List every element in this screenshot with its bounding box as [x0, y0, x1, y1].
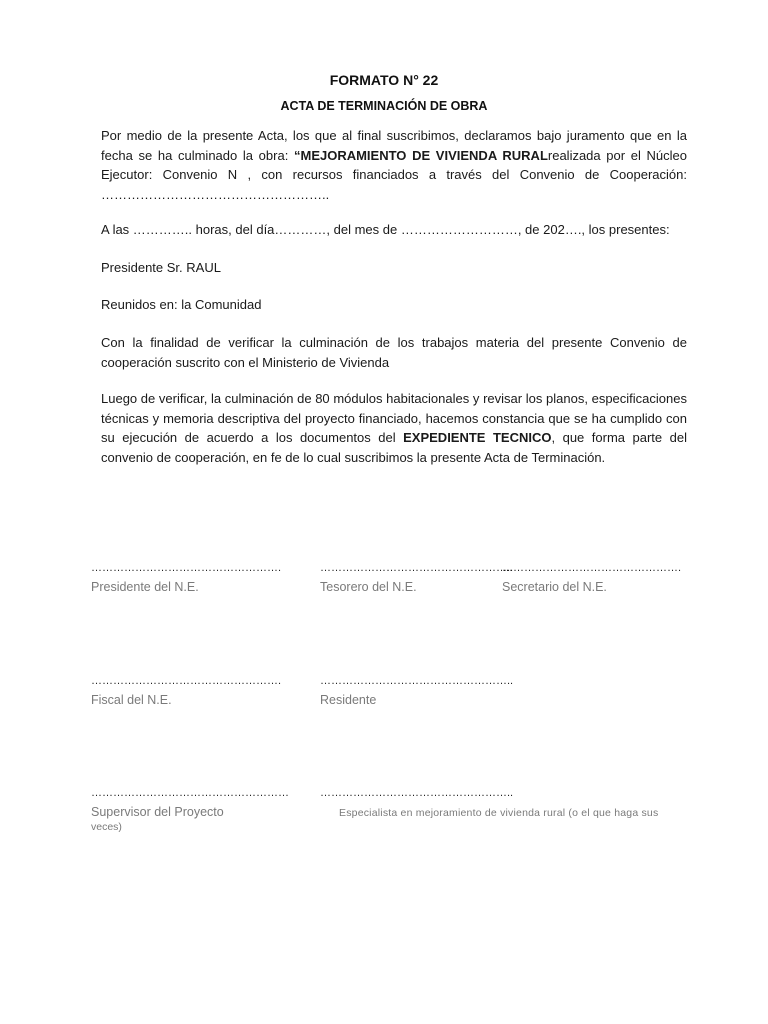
signature-label: Especialista en mejoramiento de vivienda rural (o el que haga sus: [339, 807, 659, 819]
signature-supervisor: [91, 787, 289, 833]
signature-line: ……………………………………………..: [320, 787, 514, 799]
purpose-paragraph: Con la finalidad de verificar la culminación de los trabajos materia del presente Convenio de cooperación suscrito con el Ministerio de Vivienda: [101, 335, 687, 370]
signature-line: ………………………………………….: [502, 562, 682, 574]
signature-label: Secretario del N.E.: [502, 580, 607, 594]
project-name: “MEJORAMIENTO DE VIVIENDA RURAL: [293, 147, 548, 163]
signature-line: ……………………………………………..: [320, 562, 514, 574]
signature-label: Presidente del N.E.: [91, 580, 199, 594]
signature-label: Fiscal del N.E.: [91, 693, 172, 707]
signature-secretario: [502, 562, 681, 594]
document-title: FORMATO N° 22: [329, 72, 439, 88]
signature-especialista: [320, 787, 700, 819]
intro-paragraph: [101, 126, 687, 204]
time-paragraph: A las ………….. horas, del día…………, del mes de ………………………, de 202…., los presentes:: [101, 222, 670, 237]
signature-tesorero: [320, 562, 513, 594]
signature-label: Residente: [320, 693, 377, 707]
signature-label: Tesorero del N.E.: [320, 580, 417, 594]
verification-text-continued: , que forma parte del convenio de cooperación, en fe de lo cual suscribimos la presente Acta de Terminación.: [101, 430, 687, 465]
verification-text: Luego de verificar, la culminación de 80 módulos habitacionales y revisar los planos, especificaciones técnicas y memoria descriptiva del proyecto financiado, hacemos constancia que se ha cumplido con su ejecución de acuerdo a los documentos del: [101, 391, 687, 445]
president-paragraph: Presidente Sr. RAUL: [101, 260, 221, 275]
signature-line: ………………………………………………: [91, 787, 289, 799]
signature-label-continued: veces): [91, 821, 122, 833]
verification-paragraph: [101, 389, 687, 467]
location-paragraph: Reunidos en: la Comunidad: [101, 297, 262, 312]
intro-text: Por medio de la presente Acta, los que al final suscribimos, declaramos bajo juramento que en la fecha se ha culminado la obra:: [101, 128, 687, 163]
signature-presidente: [91, 562, 281, 594]
signature-line: …………………………………………….: [91, 675, 282, 687]
intro-text-continued: realizada por el Núcleo Ejecutor: Convenio N , con recursos financiados a través del Convenio de Cooperación: ……………………………………………..: [101, 147, 688, 202]
signature-fiscal: [91, 675, 281, 707]
signature-label: Supervisor del Proyecto: [91, 805, 224, 819]
signature-line: ……………………………………………..: [320, 675, 514, 687]
signature-line: …………………………………………….: [91, 562, 282, 574]
signature-residente: [320, 675, 513, 707]
document-subtitle: ACTA DE TERMINACIÓN DE OBRA: [280, 99, 488, 113]
expediente-tecnico: EXPEDIENTE TECNICO: [403, 430, 552, 445]
